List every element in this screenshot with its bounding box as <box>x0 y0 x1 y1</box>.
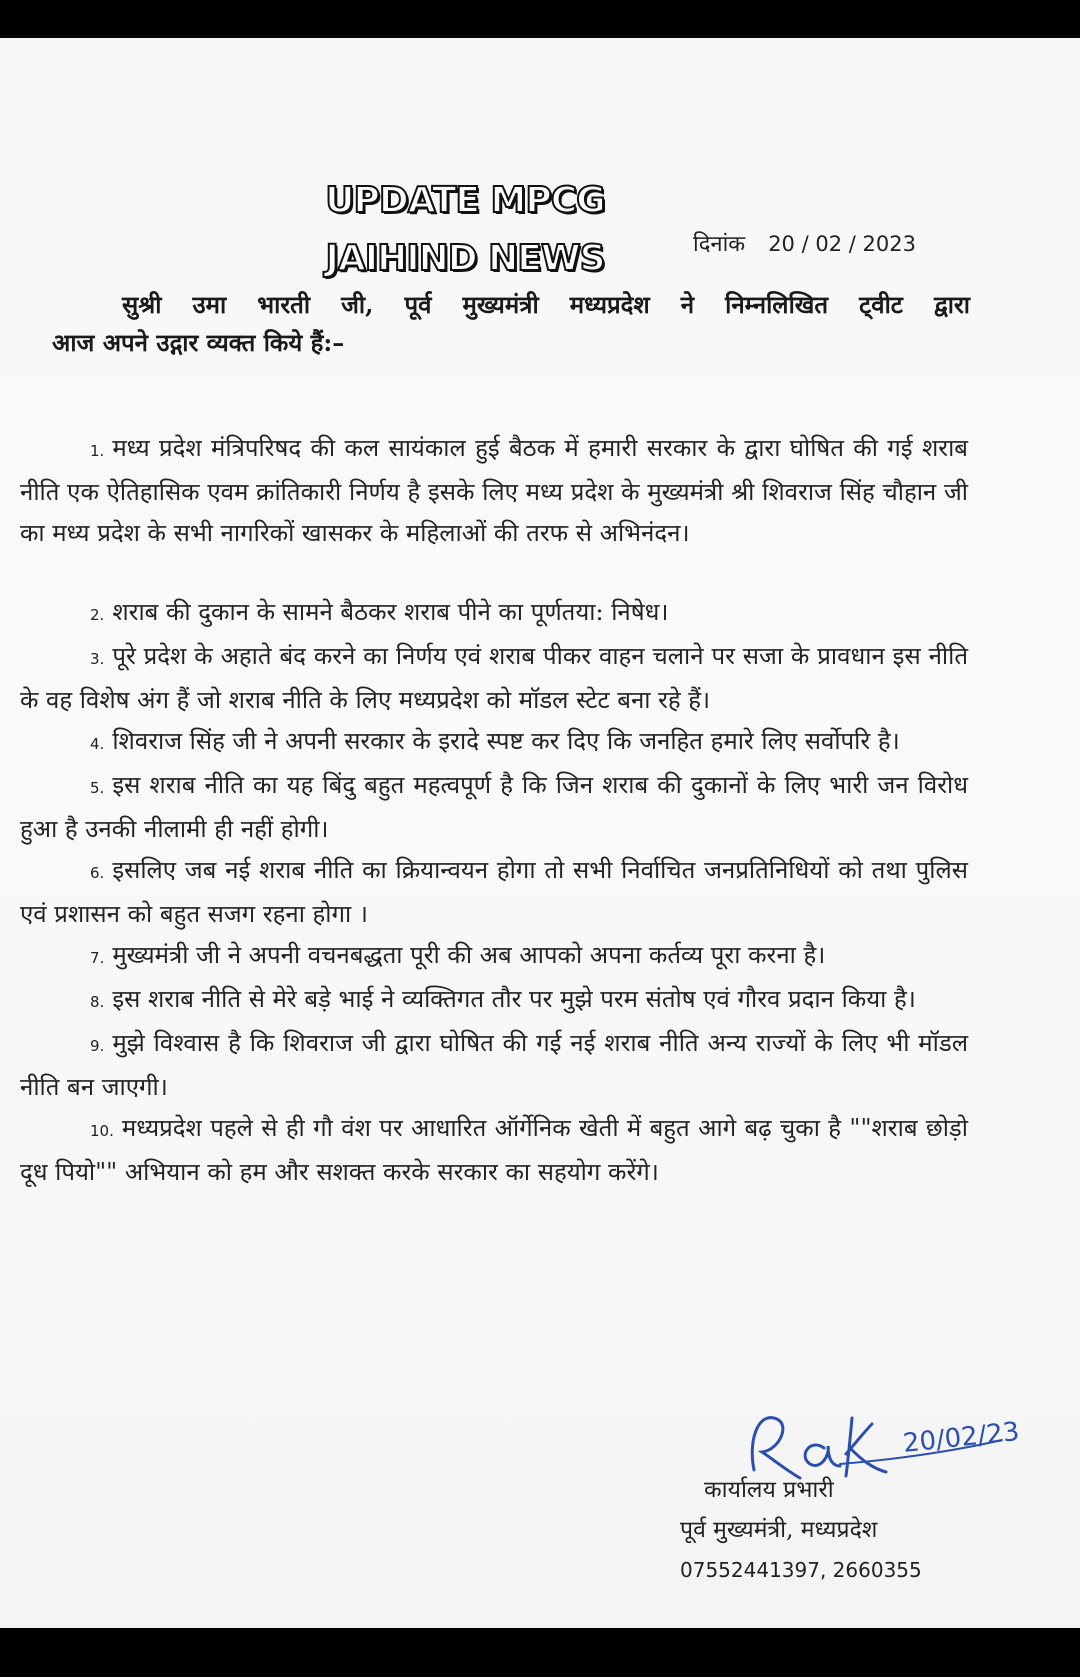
signatory-office: कार्यालय प्रभारी <box>704 1477 834 1503</box>
signatory-designation: पूर्व मुख्यमंत्री, मध्यप्रदेश <box>680 1517 878 1543</box>
point-text: इस शराब नीति का यह बिंदु बहुत महत्वपूर्ण है कि जिन शराब की दुकानों के लिए भारी जन विरोध हुआ है उनकी नीलामी ही नहीं होगी। <box>20 771 968 843</box>
point-number: 3. <box>90 650 105 668</box>
point-item <box>20 636 968 721</box>
point-number: 4. <box>90 735 105 753</box>
point-number: 8. <box>90 993 105 1011</box>
top-black-bar <box>0 0 1080 38</box>
point-text: इस शराब नीति से मेरे बड़े भाई ने व्यक्तिगत तौर पर मुझे परम संतोष एवं गौरव प्रदान किया है। <box>112 985 916 1013</box>
point-text: मध्यप्रदेश पहले से ही गौ वंश पर आधारित ऑर्गेनिक खेती में बहुत आगे बढ़ चुका है ""शराब छोड़ो दूध पियो"" अभियान को हम और सशक्त करके सरकार का सहयोग करेंगे। <box>20 1114 968 1186</box>
point-item <box>20 1023 968 1108</box>
point-text: इसलिए जब नई शराब नीति का क्रियान्वयन होगा तो सभी निर्वाचित जनप्रतिनिधियों को तथा पुलिस एवं प्रशासन को बहुत सजग रहना होगा । <box>20 856 968 928</box>
point-text: मुख्यमंत्री जी ने अपनी वचनबद्धता पूरी की अब आपको अपना कर्तव्य पूरा करना है। <box>112 941 826 969</box>
point-text: शिवराज सिंह जी ने अपनी सरकार के इरादे स्पष्ट कर दिए कि जनहित हमारे लिए सर्वोपरि है। <box>112 727 900 755</box>
watermark-line-2: JAIHIND NEWS <box>325 238 605 279</box>
point-item <box>20 850 968 935</box>
point-number: 5. <box>90 779 105 797</box>
intro-line-1: सुश्री उमा भारती जी, पूर्व मुख्यमंत्री मध्यप्रदेश ने निम्नलिखित ट्वीट द्वारा <box>122 290 970 319</box>
watermark-line-1: UPDATE MPCG <box>325 180 605 221</box>
point-item <box>20 979 968 1023</box>
point-item <box>20 765 968 850</box>
point-text: शराब की दुकान के सामने बैठकर शराब पीने का पूर्णतया: निषेध। <box>112 598 669 626</box>
point-number: 7. <box>90 949 105 967</box>
point-item <box>20 935 968 979</box>
signatory-block <box>680 1470 980 1590</box>
date-value: 20 / 02 / 2023 <box>768 232 916 256</box>
point-number: 10. <box>90 1122 114 1140</box>
point-item <box>20 1108 968 1193</box>
point-item <box>20 428 968 554</box>
letter-page <box>0 38 1080 1628</box>
point-text: मुझे विश्वास है कि शिवराज जी द्वारा घोषित की गई नई शराब नीति अन्य राज्यों के लिए भी मॉडल नीति बन जाएगी। <box>20 1029 968 1101</box>
intro-line-2: आज अपने उद्गार व्यक्त किये हैं:– <box>52 328 345 357</box>
bottom-black-bar <box>0 1628 1080 1677</box>
point-number: 1. <box>90 442 105 460</box>
point-number: 9. <box>90 1037 105 1055</box>
date-label: दिनांक <box>693 232 746 257</box>
intro-paragraph <box>52 286 970 362</box>
points-list <box>20 428 968 1193</box>
point-item <box>20 592 968 636</box>
signatory-phone: 07552441397, 2660355 <box>680 1558 922 1582</box>
point-text: मध्य प्रदेश मंत्रिपरिषद की कल सायंकाल हुई बैठक में हमारी सरकार के द्वारा घोषित की गई शराब नीति एक ऐतिहासिक एवम क्रांतिकारी निर्णय है इसके लिए मध्य प्रदेश के मुख्यमंत्री श्री शिवराज सिंह चौहान जी का मध्य प्रदेश के सभी नागरिकों खासकर के महिलाओं की तरफ से अभिनंदन। <box>20 434 968 547</box>
point-number: 2. <box>90 606 105 624</box>
point-number: 6. <box>90 864 105 882</box>
point-item <box>20 721 968 765</box>
point-text: पूरे प्रदेश के अहाते बंद करने का निर्णय एवं शराब पीकर वाहन चलाने पर सजा के प्रावधान इस नीति के वह विशेष अंग हैं जो शराब नीति के लिए मध्यप्रदेश को मॉडल स्टेट बना रहे हैं। <box>20 642 968 714</box>
letter-date <box>693 228 916 258</box>
svg-text:20/02/23: 20/02/23 <box>901 1416 1021 1459</box>
